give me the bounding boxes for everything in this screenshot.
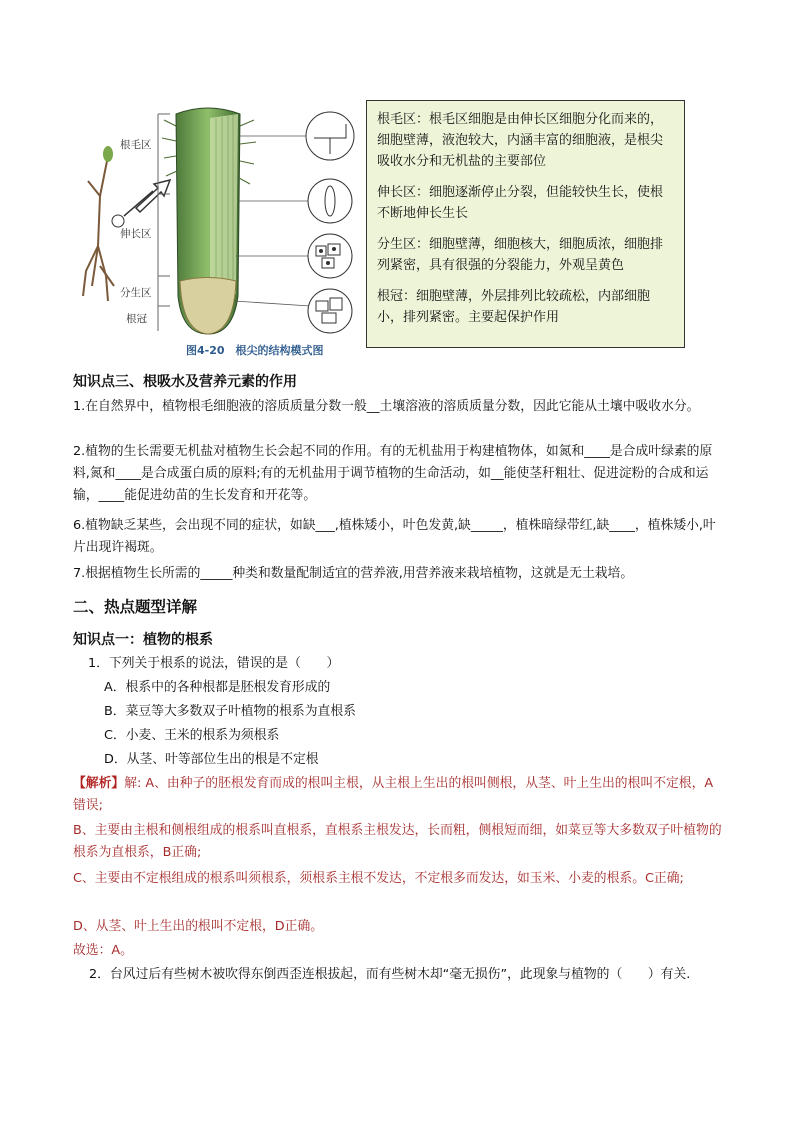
option-d: D．从茎、叶等部位生出的根是不定根 [104,752,319,767]
option-a: A．根系中的各种根都是胚根发育形成的 [104,680,331,695]
seedling-icon [83,156,114,301]
section3-p1: 1.在自然界中，植物根毛细胞液的溶质质量分数一般__土壤溶液的溶质质量分数，因此它能从土壤中吸收水分。 [73,399,700,414]
info-elongation-zone: 伸长区：细胞逐渐停止分裂，但能较快生长，使根不断地伸长生长 [377,185,664,221]
analysis-d: D、从茎、叶上生出的根叫不定根，D正确。 [73,919,324,934]
zone-label-root-cap: 根冠 [126,313,147,325]
analysis-a [73,773,725,817]
arrow-icon [136,180,170,212]
zone-brackets [158,114,170,331]
figure-caption: 图4-20 根尖的结构模式图 [186,344,324,357]
leaf-icon [103,146,113,162]
section3-p7: 7.根据植物生长所需的_____种类和数量配制适宜的营养液,用营养液来栽培植物，这就是无土栽培。 [73,566,634,581]
root-zone-info-box [366,100,685,348]
info-root-cap: 根冠：细胞壁薄，外层排列比较疏松，内部细胞小，排列紧密。主要起保护作用 [377,289,651,325]
analysis-b: B、主要由主根和侧根组成的根系叫直根系，直根系主根发达，长而粗，侧根短而细，如菜豆等大多数双子叶植物的根系为直根系，B正确; [73,823,722,860]
analysis-a-text: 解: A、由种子的胚根发育而成的根叫主根，从主根上生出的根叫侧根，从茎、叶上生出的根叫不定根，A错误; [73,776,714,813]
option-c: C．小麦、王米的根系为须根系 [104,728,280,743]
question-1: 1．下列关于根系的说法，错误的是（ ） [88,656,340,671]
section3-p2: 2.植物的生长需要无机盐对植物生长会起不同的作用。有的无机盐用于构建植物体，如氮和____是合成叶绿素的原料,氮和____是合成蛋白质的原料;有的无机盐用于调节植物的生命活动，如__能使茎秆粗壮、促进淀粉的合成和运输，____能促进幼苗的生长发育和开花等。 [73,444,713,503]
root-cut-section [210,114,238,296]
info-meristem-zone: 分生区：细胞壁薄，细胞核大，细胞质浓，细胞排列紧密，具有很强的分裂能力，外观呈黄色 [377,237,664,273]
analysis-c: C、主要由不定根组成的根系叫须根系，须根系主根不发达，不定根多而发达，如玉米、小麦的根系。C正确; [73,871,684,886]
part2-title: 二、热点题型详解 [73,598,198,616]
answer: 故选：A。 [73,943,133,958]
question-2: 2．台风过后有些树木被吹得东倒西歪连根拔起，而有些树木却“毫无损伤”，此现象与植物的（ ）有关. [89,967,691,982]
root-cap-cell-icon [308,289,352,333]
info-root-hair-zone: 根毛区：根毛区细胞是由伸长区细胞分化而来的，细胞壁薄，液泡较大，内涵丰富的细胞液，是根尖吸收水分和无机盐的主要部位 [377,112,664,169]
section3-p6: 6.植物缺乏某些，会出现不同的症状，如缺___,植株矮小，叶色发黄,缺_____，植株暗绿带红,缺____，植株矮小,叶片出现许褐斑。 [73,518,716,555]
leader-lines [234,136,310,306]
zone-label-elongation: 伸长区 [120,228,152,240]
zone-label-root-hair: 根毛区 [120,139,152,151]
kp1-title: 知识点一：植物的根系 [73,632,213,648]
meristem-cell-icon [308,234,352,278]
section3-title: 知识点三、根吸水及营养元素的作用 [73,374,297,390]
analysis-tag: 【解析】 [73,776,125,791]
option-b: B．菜豆等大多数双子叶植物的根系为直根系 [104,704,356,719]
zone-label-meristem: 分生区 [120,287,152,299]
